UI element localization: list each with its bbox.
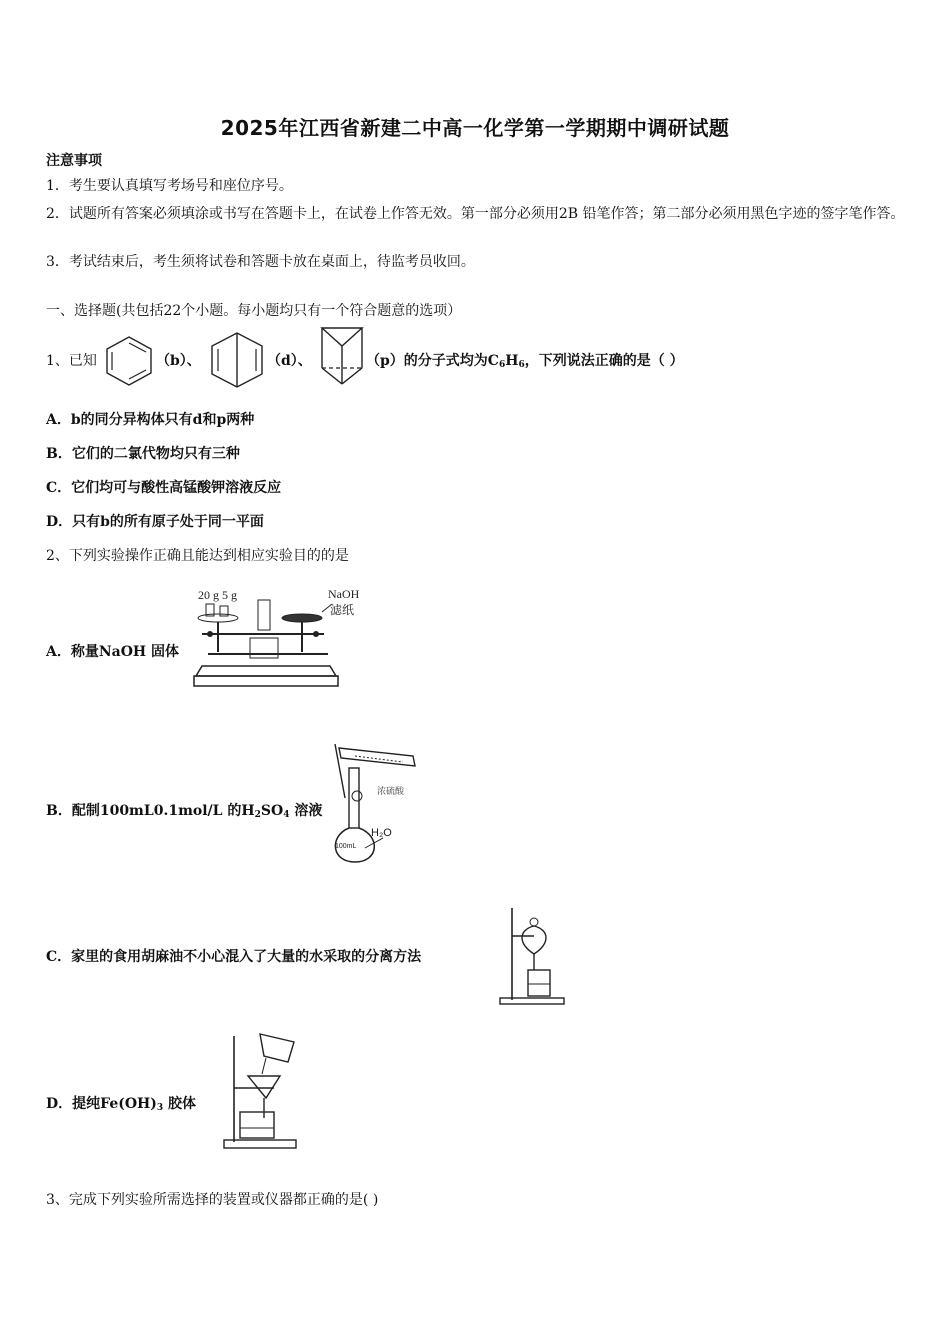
q1-stem-rest: （p）的分子式均为$C_6H_6$，下列说法正确的是（ ） bbox=[366, 353, 684, 370]
q2-option-d: D．提纯$Fe(OH)_3$ 胶体 bbox=[46, 1096, 197, 1113]
section-heading: 一、选择题(共包括22个小题。每小题均只有一个符合题意的选项） bbox=[46, 303, 462, 319]
notice-heading: 注意事项 bbox=[46, 153, 102, 169]
q2-option-c: C．家里的食用胡麻油不小心混入了大量的水采取的分离方法 bbox=[46, 949, 422, 965]
q1-option-d: D．只有b的所有原子处于同一平面 bbox=[46, 514, 264, 530]
dewar-benzene-structure-icon bbox=[208, 330, 266, 390]
balance-figure bbox=[190, 582, 375, 694]
balance-naoh-label: NaOH bbox=[328, 587, 360, 601]
q1-label-b: （b）、 bbox=[156, 353, 201, 369]
q2-stem: 2、下列实验操作正确且能达到相应实验目的的是 bbox=[46, 548, 349, 564]
balance-paper-label: 滤纸 bbox=[330, 603, 355, 617]
notice-item-1: 1．考生要认真填写考场号和座位序号。 bbox=[46, 178, 293, 194]
prismane-structure-icon bbox=[318, 322, 366, 388]
q1-prefix: 1、已知 bbox=[46, 353, 97, 369]
notice-item-3: 3．考试结束后，考生须将试卷和答题卡放在桌面上，待监考员收回。 bbox=[46, 254, 475, 270]
svg-text:100mL: 100mL bbox=[335, 843, 357, 850]
q1-option-c: C．它们均可与酸性高锰酸钾溶液反应 bbox=[46, 480, 282, 496]
acid-label: 浓硫酸 bbox=[377, 786, 405, 796]
q2-option-b: B．配制100mL0.1mol/L 的$H_2SO_4$ 溶液 bbox=[46, 803, 323, 820]
page-title: 2025年江西省新建二中高一化学第一学期期中调研试题 bbox=[220, 116, 730, 140]
volumetric-flask-figure bbox=[325, 738, 425, 866]
q1-label-d: （d）、 bbox=[267, 353, 312, 369]
notice-item-2: 2．试题所有答案必须填涂或书写在答题卡上，在试卷上作答无效。第一部分必须用2B 铅笔作答；第二部分必须用黑色字迹的签字笔作答。 bbox=[46, 206, 905, 222]
balance-weights-label: 20 g 5 g bbox=[198, 588, 237, 602]
separatory-funnel-figure bbox=[498, 904, 568, 1008]
water-label: H₂O bbox=[371, 827, 392, 839]
q3-stem: 3、完成下列实验所需选择的装置或仪器都正确的是( ) bbox=[46, 1192, 379, 1208]
filtration-figure bbox=[218, 1028, 302, 1152]
q2-option-a: A．称量NaOH 固体 bbox=[46, 644, 180, 660]
q1-option-a: A．b的同分异构体只有d和p两种 bbox=[46, 412, 255, 428]
benzene-structure-icon bbox=[103, 334, 155, 388]
q1-option-b: B．它们的二氯代物均只有三种 bbox=[46, 446, 240, 462]
